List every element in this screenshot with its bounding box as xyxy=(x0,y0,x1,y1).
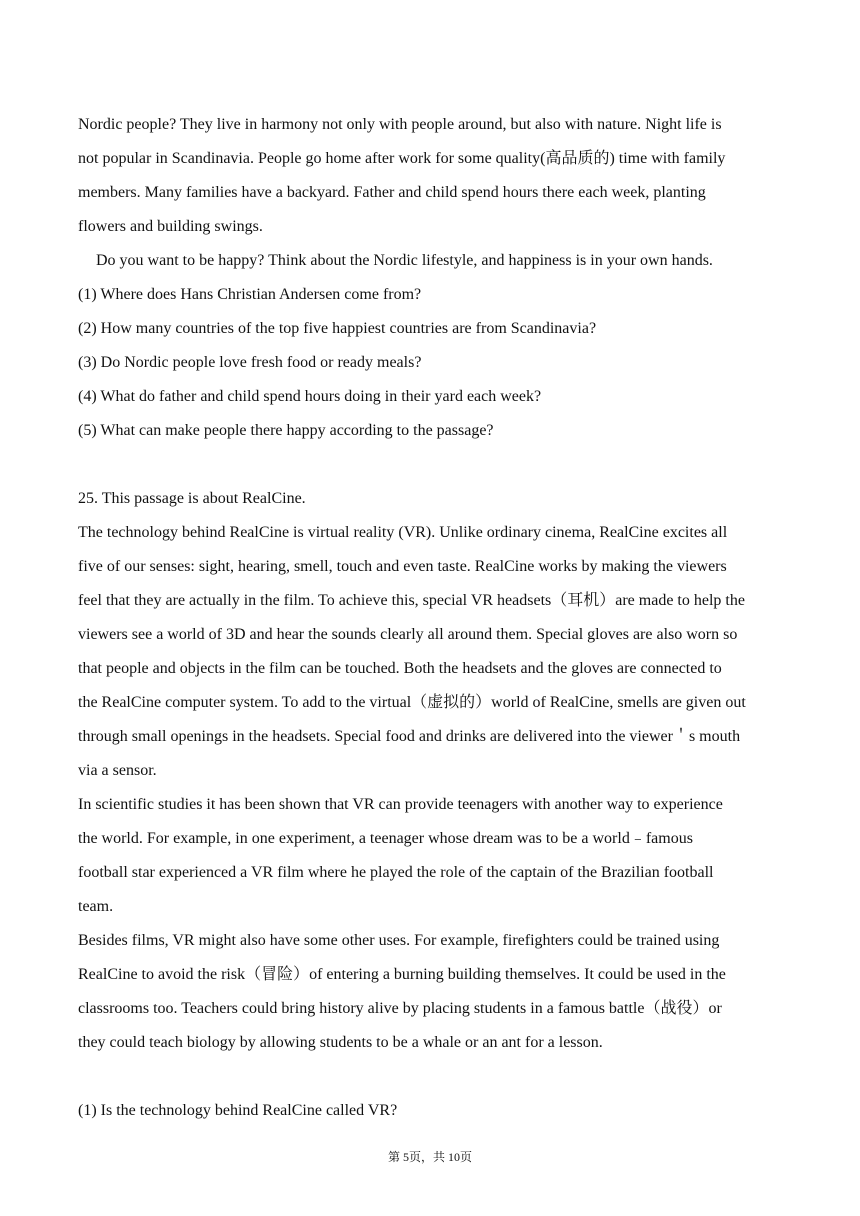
question-25-line: viewers see a world of 3D and hear the sounds clearly all around them. Special gloves are also worn so xyxy=(78,626,738,643)
question-25-line: feel that they are actually in the film. To achieve this, special VR headsets（耳机）are made to help the xyxy=(78,592,745,609)
question-25 xyxy=(78,482,784,1060)
question-25-line: RealCine to avoid the risk（冒险）of entering a burning building themselves. It could be used in the xyxy=(78,966,726,983)
page-content xyxy=(78,108,784,1128)
section-spacer xyxy=(78,448,784,482)
passage-a-question: (5) What can make people there happy according to the passage? xyxy=(78,422,494,439)
question-25-line: they could teach biology by allowing students to be a whale or an ant for a lesson. xyxy=(78,1034,603,1051)
question-25-line: In scientific studies it has been shown that VR can provide teenagers with another way to experience xyxy=(78,796,723,813)
question-25-line: the RealCine computer system. To add to the virtual（虚拟的）world of RealCine, smells are given out xyxy=(78,694,746,711)
passage-a-question: (2) How many countries of the top five happiest countries are from Scandinavia? xyxy=(78,320,597,337)
question-25-line: that people and objects in the film can be touched. Both the headsets and the gloves are connected to xyxy=(78,660,722,677)
question-25-line: via a sensor. xyxy=(78,762,157,779)
question-25-line: five of our senses: sight, hearing, smell, touch and even taste. RealCine works by making the viewers xyxy=(78,558,727,575)
question-25-line: The technology behind RealCine is virtual reality (VR). Unlike ordinary cinema, RealCine excites all xyxy=(78,524,728,541)
question-25-heading: 25. This passage is about RealCine. xyxy=(78,490,306,507)
passage-a-question: (3) Do Nordic people love fresh food or ready meals? xyxy=(78,354,422,371)
question-25-line: classrooms too. Teachers could bring history alive by placing students in a famous battle（战役）or xyxy=(78,1000,722,1017)
question-25-line: Besides films, VR might also have some other uses. For example, firefighters could be trained using xyxy=(78,932,720,949)
passage-a-line: Nordic people? They live in harmony not only with people around, but also with nature. Night life is xyxy=(78,116,722,133)
passage-a-question: (1) Where does Hans Christian Andersen come from? xyxy=(78,286,422,303)
passage-a-line: flowers and building swings. xyxy=(78,218,263,235)
question-25-line: the world. For example, in one experiment, a teenager whose dream was to be a world﹣famous xyxy=(78,830,693,847)
passage-a-line: not popular in Scandinavia. People go home after work for some quality(高品质的) time with family xyxy=(78,150,726,167)
question-25-line: team. xyxy=(78,898,114,915)
passage-a-line: members. Many families have a backyard. Father and child spend hours there each week, planting xyxy=(78,184,706,201)
section-spacer xyxy=(78,1060,784,1094)
passage-a-closing: Do you want to be happy? Think about the Nordic lifestyle, and happiness is in your own hands. xyxy=(96,252,713,269)
question-25-question: (1) Is the technology behind RealCine called VR? xyxy=(78,1102,398,1119)
page-footer: 第 5页，共 10页 xyxy=(387,1150,472,1164)
passage-a xyxy=(78,108,784,448)
question-25-line: football star experienced a VR film where he played the role of the captain of the Brazilian football xyxy=(78,864,714,881)
passage-a-question: (4) What do father and child spend hours doing in their yard each week? xyxy=(78,388,542,405)
question-25-line: through small openings in the headsets. Special food and drinks are delivered into the viewer＇s mouth xyxy=(78,728,741,745)
